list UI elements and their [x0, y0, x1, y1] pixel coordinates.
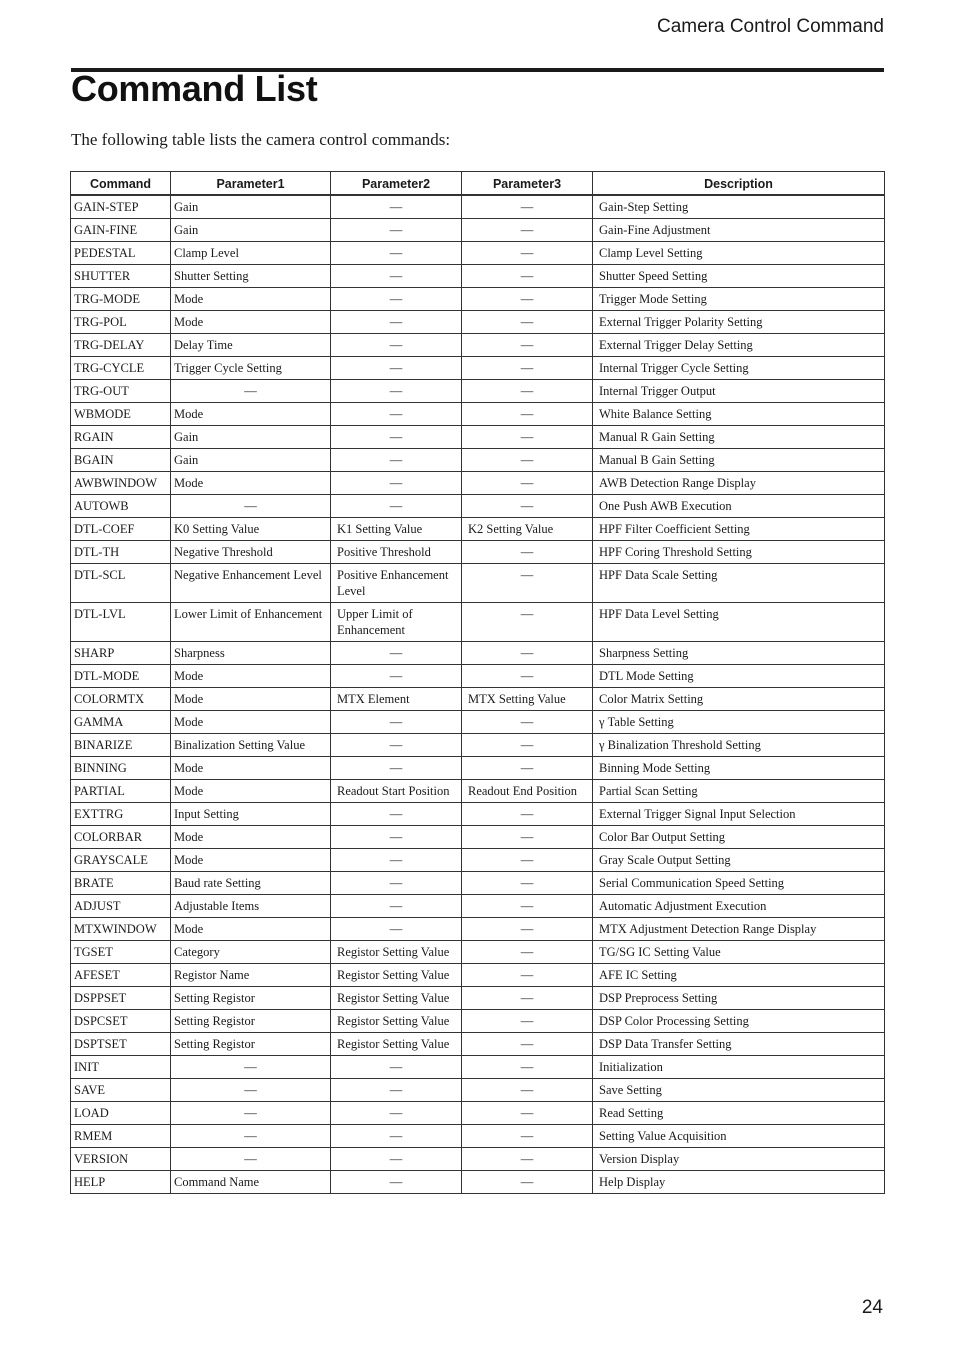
description-cell: Setting Value Acquisition [593, 1125, 885, 1148]
table-row [71, 711, 885, 734]
parameter2-cell: — [331, 380, 462, 403]
column-header-parameter2: Parameter2 [331, 172, 462, 196]
description-cell: γ Table Setting [593, 711, 885, 734]
parameter1-cell: Mode [171, 311, 331, 334]
table-body [71, 195, 885, 1194]
command-cell: DSPCSET [71, 1010, 171, 1033]
command-cell: HELP [71, 1171, 171, 1194]
parameter2-cell: — [331, 895, 462, 918]
command-cell: DSPTSET [71, 1033, 171, 1056]
command-cell: WBMODE [71, 403, 171, 426]
table-row [71, 564, 885, 603]
table-row [71, 895, 885, 918]
parameter3-cell: K2 Setting Value [462, 518, 593, 541]
parameter1-cell: Negative Enhancement Level [171, 564, 331, 603]
parameter1-cell: Mode [171, 688, 331, 711]
description-cell: Save Setting [593, 1079, 885, 1102]
table-row [71, 311, 885, 334]
command-cell: TRG-MODE [71, 288, 171, 311]
table-header-row [71, 172, 885, 196]
description-cell: DTL Mode Setting [593, 665, 885, 688]
parameter2-cell: Registor Setting Value [331, 1033, 462, 1056]
parameter3-cell: — [462, 941, 593, 964]
parameter1-cell: Mode [171, 711, 331, 734]
parameter2-cell: Registor Setting Value [331, 987, 462, 1010]
parameter3-cell: — [462, 1056, 593, 1079]
parameter2-cell: — [331, 734, 462, 757]
table-row [71, 541, 885, 564]
parameter3-cell: — [462, 872, 593, 895]
parameter1-cell: Trigger Cycle Setting [171, 357, 331, 380]
command-cell: SHARP [71, 642, 171, 665]
table-row [71, 826, 885, 849]
parameter2-cell: — [331, 849, 462, 872]
description-cell: MTX Adjustment Detection Range Display [593, 918, 885, 941]
table-row [71, 495, 885, 518]
parameter3-cell: — [462, 964, 593, 987]
parameter3-cell: — [462, 918, 593, 941]
parameter3-cell: — [462, 380, 593, 403]
description-cell: DSP Color Processing Setting [593, 1010, 885, 1033]
command-cell: BGAIN [71, 449, 171, 472]
command-cell: AWBWINDOW [71, 472, 171, 495]
command-cell: BRATE [71, 872, 171, 895]
command-cell: MTXWINDOW [71, 918, 171, 941]
command-table [70, 171, 885, 1194]
command-cell: LOAD [71, 1102, 171, 1125]
parameter2-cell: — [331, 426, 462, 449]
description-cell: Manual R Gain Setting [593, 426, 885, 449]
command-cell: PARTIAL [71, 780, 171, 803]
parameter1-cell: Setting Registor [171, 1010, 331, 1033]
description-cell: HPF Coring Threshold Setting [593, 541, 885, 564]
parameter1-cell: — [171, 1079, 331, 1102]
table-row [71, 757, 885, 780]
parameter1-cell: Adjustable Items [171, 895, 331, 918]
parameter1-cell: Binalization Setting Value [171, 734, 331, 757]
parameter1-cell: — [171, 1125, 331, 1148]
parameter3-cell: — [462, 803, 593, 826]
parameter2-cell: — [331, 1079, 462, 1102]
command-cell: GAIN-STEP [71, 195, 171, 219]
command-cell: AFESET [71, 964, 171, 987]
description-cell: External Trigger Polarity Setting [593, 311, 885, 334]
parameter3-cell: Readout End Position [462, 780, 593, 803]
parameter2-cell: — [331, 872, 462, 895]
table-row [71, 1033, 885, 1056]
parameter2-cell: Positive Enhancement Level [331, 564, 462, 603]
parameter3-cell: — [462, 357, 593, 380]
parameter1-cell: Command Name [171, 1171, 331, 1194]
intro-text: The following table lists the camera control commands: [71, 130, 451, 149]
table-row [71, 242, 885, 265]
description-cell: Shutter Speed Setting [593, 265, 885, 288]
table-row [71, 449, 885, 472]
description-cell: Version Display [593, 1148, 885, 1171]
description-cell: Binning Mode Setting [593, 757, 885, 780]
table-row [71, 918, 885, 941]
parameter3-cell: — [462, 403, 593, 426]
column-header-parameter3: Parameter3 [462, 172, 593, 196]
parameter2-cell: — [331, 311, 462, 334]
table-row [71, 1079, 885, 1102]
parameter1-cell: Mode [171, 403, 331, 426]
parameter1-cell: Mode [171, 472, 331, 495]
table-row [71, 1148, 885, 1171]
parameter2-cell: — [331, 1125, 462, 1148]
description-cell: HPF Filter Coefficient Setting [593, 518, 885, 541]
command-cell: TRG-OUT [71, 380, 171, 403]
parameter2-cell: — [331, 803, 462, 826]
parameter1-cell: Negative Threshold [171, 541, 331, 564]
description-cell: External Trigger Signal Input Selection [593, 803, 885, 826]
command-cell: RMEM [71, 1125, 171, 1148]
table-row [71, 987, 885, 1010]
parameter1-cell: Gain [171, 426, 331, 449]
column-header-command: Command [71, 172, 171, 196]
command-cell: SAVE [71, 1079, 171, 1102]
command-cell: DTL-COEF [71, 518, 171, 541]
parameter2-cell: Positive Threshold [331, 541, 462, 564]
parameter1-cell: Shutter Setting [171, 265, 331, 288]
description-cell: Color Bar Output Setting [593, 826, 885, 849]
parameter3-cell: — [462, 242, 593, 265]
parameter1-cell: Mode [171, 849, 331, 872]
parameter2-cell: MTX Element [331, 688, 462, 711]
parameter3-cell: — [462, 564, 593, 603]
page-title: Command List [71, 68, 318, 109]
parameter3-cell: — [462, 1148, 593, 1171]
parameter1-cell: — [171, 495, 331, 518]
parameter3-cell: — [462, 895, 593, 918]
command-cell: SHUTTER [71, 265, 171, 288]
command-cell: PEDESTAL [71, 242, 171, 265]
table-row [71, 357, 885, 380]
parameter1-cell: Input Setting [171, 803, 331, 826]
parameter3-cell: — [462, 711, 593, 734]
command-cell: TRG-DELAY [71, 334, 171, 357]
parameter3-cell: — [462, 288, 593, 311]
description-cell: Initialization [593, 1056, 885, 1079]
parameter2-cell: — [331, 495, 462, 518]
parameter1-cell: — [171, 1102, 331, 1125]
table-row [71, 688, 885, 711]
description-cell: HPF Data Scale Setting [593, 564, 885, 603]
parameter2-cell: — [331, 472, 462, 495]
parameter2-cell: — [331, 195, 462, 219]
table-row [71, 1102, 885, 1125]
parameter2-cell: — [331, 711, 462, 734]
parameter2-cell: — [331, 334, 462, 357]
table-row [71, 1171, 885, 1194]
description-cell: Help Display [593, 1171, 885, 1194]
parameter1-cell: Lower Limit of Enhancement [171, 603, 331, 642]
description-cell: White Balance Setting [593, 403, 885, 426]
command-cell: AUTOWB [71, 495, 171, 518]
table-row [71, 803, 885, 826]
command-cell: DSPPSET [71, 987, 171, 1010]
parameter1-cell: Registor Name [171, 964, 331, 987]
column-header-parameter1: Parameter1 [171, 172, 331, 196]
table-row [71, 334, 885, 357]
parameter2-cell: — [331, 403, 462, 426]
parameter1-cell: Setting Registor [171, 1033, 331, 1056]
table-row [71, 941, 885, 964]
parameter3-cell: — [462, 734, 593, 757]
description-cell: Manual B Gain Setting [593, 449, 885, 472]
command-cell: COLORBAR [71, 826, 171, 849]
command-cell: GRAYSCALE [71, 849, 171, 872]
command-cell: DTL-SCL [71, 564, 171, 603]
description-cell: Sharpness Setting [593, 642, 885, 665]
command-cell: DTL-LVL [71, 603, 171, 642]
table-row [71, 403, 885, 426]
table-row [71, 195, 885, 219]
table-row [71, 872, 885, 895]
table-row [71, 1056, 885, 1079]
parameter3-cell: — [462, 1010, 593, 1033]
table-row [71, 1125, 885, 1148]
table-row [71, 518, 885, 541]
description-cell: Automatic Adjustment Execution [593, 895, 885, 918]
description-cell: Serial Communication Speed Setting [593, 872, 885, 895]
parameter3-cell: — [462, 1125, 593, 1148]
parameter1-cell: Mode [171, 665, 331, 688]
parameter2-cell: Upper Limit of Enhancement [331, 603, 462, 642]
parameter2-cell: — [331, 665, 462, 688]
description-cell: γ Binalization Threshold Setting [593, 734, 885, 757]
parameter3-cell: — [462, 1033, 593, 1056]
command-cell: VERSION [71, 1148, 171, 1171]
parameter3-cell: — [462, 334, 593, 357]
description-cell: TG/SG IC Setting Value [593, 941, 885, 964]
parameter2-cell: — [331, 265, 462, 288]
parameter3-cell: — [462, 449, 593, 472]
parameter2-cell: — [331, 918, 462, 941]
parameter2-cell: — [331, 288, 462, 311]
parameter3-cell: MTX Setting Value [462, 688, 593, 711]
parameter1-cell: Delay Time [171, 334, 331, 357]
table-row [71, 1010, 885, 1033]
column-header-description: Description [593, 172, 885, 196]
description-cell: Gain-Fine Adjustment [593, 219, 885, 242]
description-cell: Internal Trigger Cycle Setting [593, 357, 885, 380]
parameter3-cell: — [462, 472, 593, 495]
description-cell: Clamp Level Setting [593, 242, 885, 265]
parameter2-cell: — [331, 357, 462, 380]
parameter3-cell: — [462, 426, 593, 449]
parameter1-cell: — [171, 380, 331, 403]
parameter1-cell: Setting Registor [171, 987, 331, 1010]
table-row [71, 665, 885, 688]
description-cell: Gain-Step Setting [593, 195, 885, 219]
command-cell: DTL-TH [71, 541, 171, 564]
parameter3-cell: — [462, 603, 593, 642]
table-row [71, 780, 885, 803]
parameter2-cell: K1 Setting Value [331, 518, 462, 541]
parameter3-cell: — [462, 665, 593, 688]
section-header: Camera Control Command [656, 16, 884, 37]
command-cell: TRG-POL [71, 311, 171, 334]
command-cell: ADJUST [71, 895, 171, 918]
description-cell: Read Setting [593, 1102, 885, 1125]
parameter2-cell: — [331, 826, 462, 849]
parameter3-cell: — [462, 987, 593, 1010]
parameter1-cell: K0 Setting Value [171, 518, 331, 541]
table-row [71, 426, 885, 449]
command-cell: EXTTRG [71, 803, 171, 826]
parameter1-cell: Category [171, 941, 331, 964]
parameter2-cell: — [331, 1148, 462, 1171]
parameter1-cell: Baud rate Setting [171, 872, 331, 895]
parameter2-cell: — [331, 219, 462, 242]
description-cell: External Trigger Delay Setting [593, 334, 885, 357]
parameter3-cell: — [462, 1171, 593, 1194]
command-cell: INIT [71, 1056, 171, 1079]
parameter2-cell: — [331, 642, 462, 665]
parameter3-cell: — [462, 541, 593, 564]
description-cell: AFE IC Setting [593, 964, 885, 987]
parameter2-cell: Registor Setting Value [331, 1010, 462, 1033]
command-cell: TRG-CYCLE [71, 357, 171, 380]
parameter1-cell: Mode [171, 780, 331, 803]
parameter1-cell: Mode [171, 826, 331, 849]
description-cell: DSP Data Transfer Setting [593, 1033, 885, 1056]
parameter3-cell: — [462, 826, 593, 849]
parameter3-cell: — [462, 195, 593, 219]
table-row [71, 734, 885, 757]
page-number: 24 [861, 1297, 883, 1318]
command-cell: COLORMTX [71, 688, 171, 711]
parameter2-cell: Readout Start Position [331, 780, 462, 803]
parameter2-cell: — [331, 242, 462, 265]
parameter3-cell: — [462, 1102, 593, 1125]
parameter1-cell: Mode [171, 288, 331, 311]
description-cell: Gray Scale Output Setting [593, 849, 885, 872]
parameter2-cell: — [331, 1171, 462, 1194]
parameter2-cell: — [331, 449, 462, 472]
table-row [71, 642, 885, 665]
parameter3-cell: — [462, 642, 593, 665]
command-cell: BINARIZE [71, 734, 171, 757]
table-row [71, 265, 885, 288]
parameter1-cell: Clamp Level [171, 242, 331, 265]
description-cell: DSP Preprocess Setting [593, 987, 885, 1010]
parameter1-cell: Gain [171, 195, 331, 219]
parameter2-cell: Registor Setting Value [331, 941, 462, 964]
parameter3-cell: — [462, 265, 593, 288]
description-cell: Internal Trigger Output [593, 380, 885, 403]
table-row [71, 288, 885, 311]
parameter3-cell: — [462, 495, 593, 518]
description-cell: Color Matrix Setting [593, 688, 885, 711]
parameter1-cell: Gain [171, 449, 331, 472]
parameter3-cell: — [462, 849, 593, 872]
parameter3-cell: — [462, 311, 593, 334]
parameter1-cell: Sharpness [171, 642, 331, 665]
parameter1-cell: Mode [171, 757, 331, 780]
table-row [71, 849, 885, 872]
description-cell: HPF Data Level Setting [593, 603, 885, 642]
parameter2-cell: — [331, 1102, 462, 1125]
parameter1-cell: — [171, 1056, 331, 1079]
parameter2-cell: — [331, 1056, 462, 1079]
parameter2-cell: — [331, 757, 462, 780]
command-cell: GAMMA [71, 711, 171, 734]
description-cell: Trigger Mode Setting [593, 288, 885, 311]
table-row [71, 380, 885, 403]
command-cell: DTL-MODE [71, 665, 171, 688]
description-cell: One Push AWB Execution [593, 495, 885, 518]
table-row [71, 603, 885, 642]
parameter3-cell: — [462, 1079, 593, 1102]
table-row [71, 964, 885, 987]
table-row [71, 472, 885, 495]
parameter1-cell: — [171, 1148, 331, 1171]
command-cell: RGAIN [71, 426, 171, 449]
description-cell: AWB Detection Range Display [593, 472, 885, 495]
parameter3-cell: — [462, 219, 593, 242]
parameter2-cell: Registor Setting Value [331, 964, 462, 987]
description-cell: Partial Scan Setting [593, 780, 885, 803]
command-cell: BINNING [71, 757, 171, 780]
parameter1-cell: Mode [171, 918, 331, 941]
table-row [71, 219, 885, 242]
parameter3-cell: — [462, 757, 593, 780]
command-cell: GAIN-FINE [71, 219, 171, 242]
parameter1-cell: Gain [171, 219, 331, 242]
command-cell: TGSET [71, 941, 171, 964]
